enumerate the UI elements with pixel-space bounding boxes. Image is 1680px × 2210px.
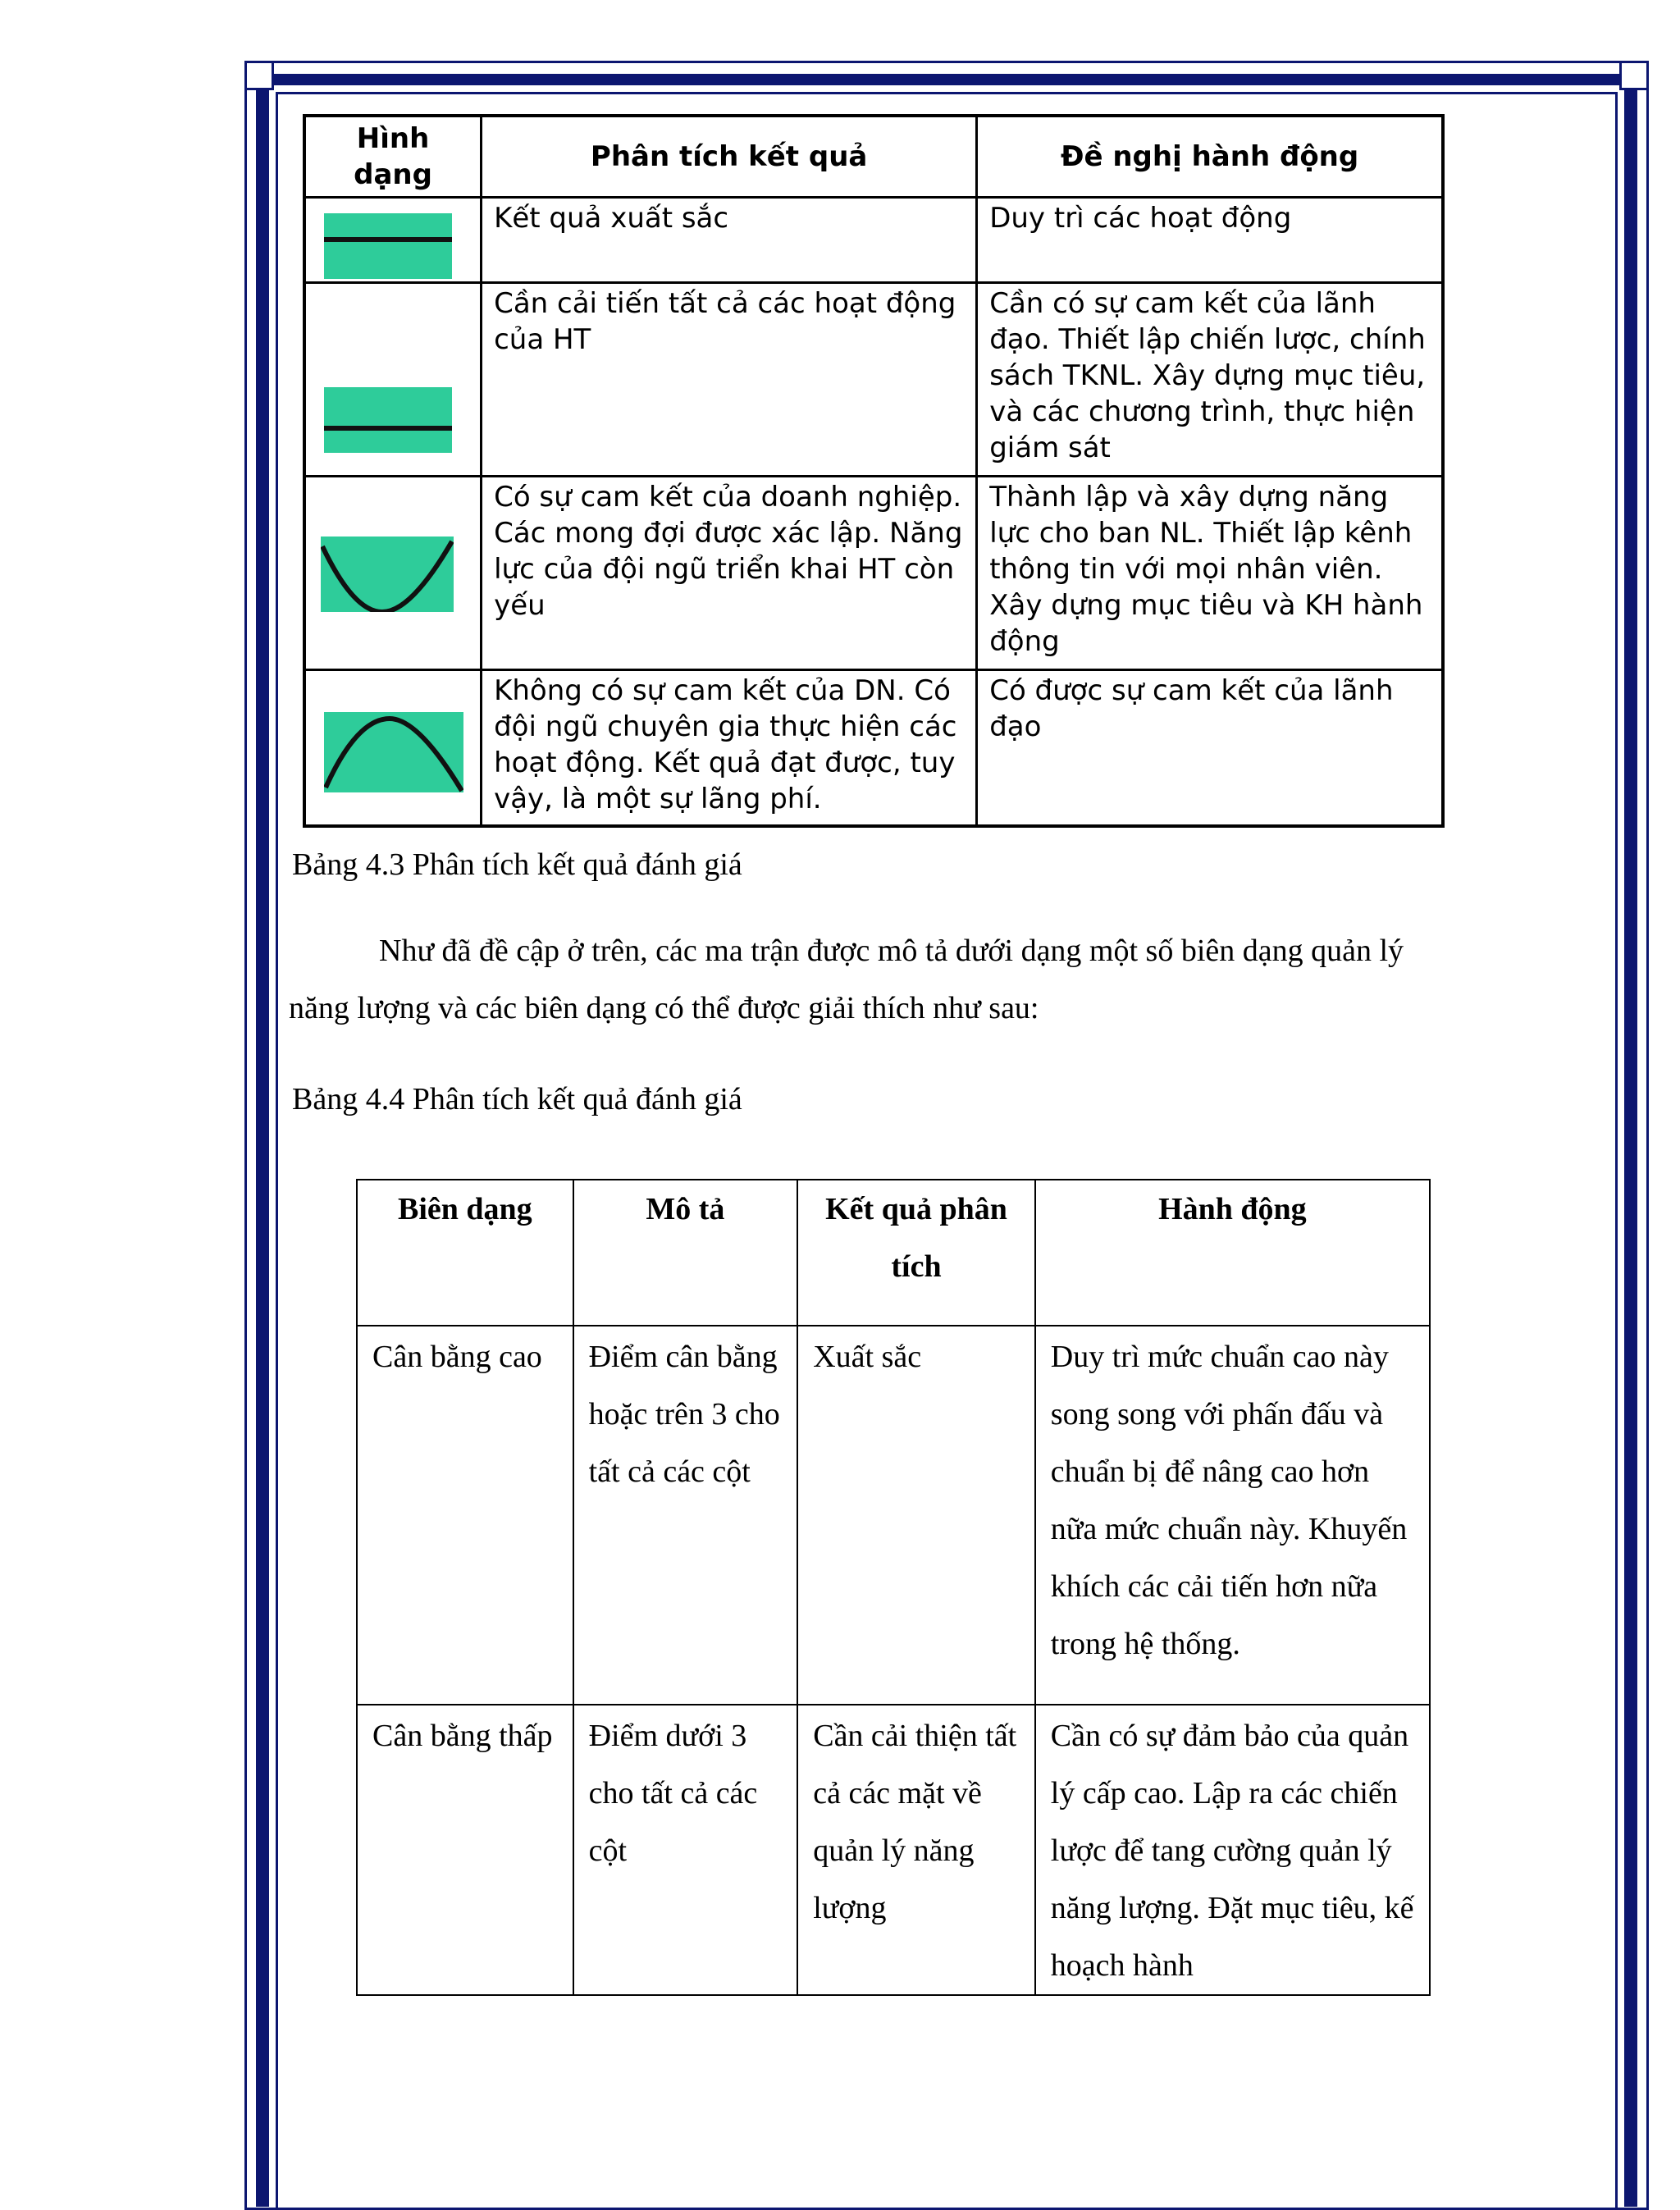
- action-cell: Cần có sự đảm bảo của quản lý cấp cao. Lập ra các chiến lược để tang cường quản lý năng lượng. Đặt mục tiêu, kế hoạch hành: [1035, 1705, 1430, 1995]
- action-cell: Duy trì mức chuẩn cao này song song với phấn đấu và chuẩn bị để nâng cao hơn nữa mức chuẩn này. Khuyến khích các cải tiến hơn nữa trong hệ thống.: [1035, 1326, 1430, 1705]
- flat-line-low-icon: [324, 387, 452, 453]
- paragraph-line-1: Như đã đề cập ở trên, các ma trận được mô tả dưới dạng một số biên dạng quản lý: [379, 934, 1404, 968]
- table-caption-4-4: Bảng 4.4 Phân tích kết quả đánh giá: [292, 1082, 742, 1116]
- table-header-row: [357, 1180, 1430, 1326]
- action-cell: Có được sự cam kết của lãnh đạo: [977, 670, 1443, 826]
- shape-cell: [304, 477, 482, 670]
- header-shape: Hình dạng: [304, 116, 482, 198]
- analysis-cell: Có sự cam kết của doanh nghiệp. Các mong đợi được xác lập. Năng lực của đội ngũ triển khai HT còn yếu: [482, 477, 977, 670]
- header-description: Mô tả: [573, 1180, 798, 1326]
- profile-cell: Cân bằng thấp: [357, 1705, 573, 1995]
- table-row: [304, 283, 1443, 477]
- border-corner-top-left: [244, 61, 274, 90]
- action-cell: Cần có sự cam kết của lãnh đạo. Thiết lập chiến lược, chính sách TKNL. Xây dựng mục tiêu, và các chương trình, thực hiện giám sát: [977, 283, 1443, 477]
- action-cell: Duy trì các hoạt động: [977, 198, 1443, 283]
- balance-profile-table: [356, 1179, 1431, 1996]
- analysis-cell: Kết quả xuất sắc: [482, 198, 977, 283]
- header-analysis: Phân tích kết quả: [482, 116, 977, 198]
- profile-cell: Cân bằng cao: [357, 1326, 573, 1705]
- header-result: Kết quả phân tích: [797, 1180, 1035, 1326]
- table-row: [357, 1705, 1430, 1995]
- header-action: Đề nghị hành động: [977, 116, 1443, 198]
- body-paragraph: [289, 922, 1486, 1037]
- table-row: [357, 1326, 1430, 1705]
- table-caption-4-3: Bảng 4.3 Phân tích kết quả đánh giá: [292, 847, 742, 882]
- analysis-cell: Cần cải tiến tất cả các hoạt động của HT: [482, 283, 977, 477]
- shape-cell: [304, 198, 482, 283]
- table-row: [304, 198, 1443, 283]
- header-action: Hành động: [1035, 1180, 1430, 1326]
- profile-analysis-table: [303, 114, 1445, 828]
- description-cell: Điểm dưới 3 cho tất cả các cột: [573, 1705, 798, 1995]
- result-cell: Xuất sắc: [797, 1326, 1035, 1705]
- flat-line-high-icon: [324, 213, 452, 279]
- action-cell: Thành lập và xây dựng năng lực cho ban NL. Thiết lập kênh thông tin với mọi nhân viên. Xây dựng mục tiêu và KH hành động: [977, 477, 1443, 670]
- header-profile: Biên dạng: [357, 1180, 573, 1326]
- description-cell: Điểm cân bằng hoặc trên 3 cho tất cả các cột: [573, 1326, 798, 1705]
- paragraph-line-2: năng lượng và các biên dạng có thể được giải thích như sau:: [289, 991, 1039, 1025]
- result-cell: Cần cải thiện tất cả các mặt về quản lý năng lượng: [797, 1705, 1035, 1995]
- shape-cell: [304, 670, 482, 826]
- table-row: [304, 477, 1443, 670]
- table-header-row: [304, 116, 1443, 198]
- border-corner-top-right: [1619, 61, 1649, 90]
- table-row: [304, 670, 1443, 826]
- n-curve-icon: [324, 712, 463, 792]
- u-curve-icon: [321, 537, 454, 612]
- shape-cell: [304, 283, 482, 477]
- analysis-cell: Không có sự cam kết của DN. Có đội ngũ chuyên gia thực hiện các hoạt động. Kết quả đạt được, tuy vậy, là một sự lãng phí.: [482, 670, 977, 826]
